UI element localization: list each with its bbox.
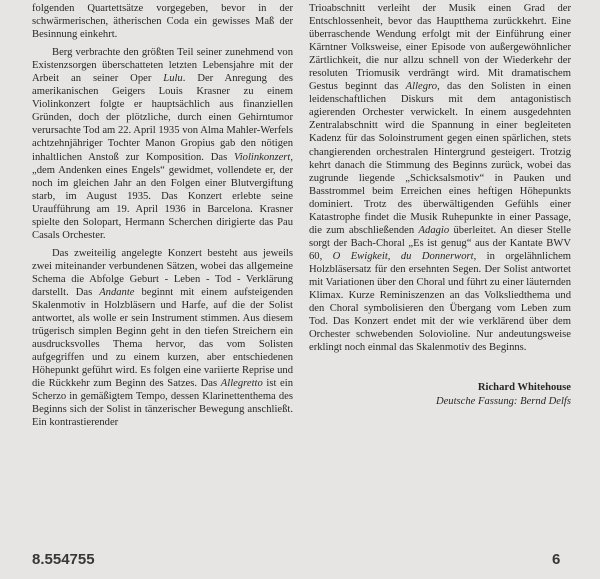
movement-allegro: Allegro: [405, 81, 438, 93]
paragraph-quartet-coda: [32, 2, 293, 41]
paragraph-berg-lulu: [32, 46, 293, 242]
translation-credit: Deutsche Fassung: Bernd Delfs: [435, 396, 571, 407]
text-run: Berg verbrachte den größten Teil seiner zunehmend von Existenzsorgen überschatteten letzten Lebensjahre mit der Arbeit an seiner Oper: [32, 47, 293, 85]
text-run: , in orgelähnlichem Holzbläsersatz für den ersehnten Segen. Der Solist antwortet mit Variationen über den Choral und führt zu einer läuternden Klimax. Kurze Reminiszenzen an das Volksliedthema und den Choral symbolisieren den Übergang vom Leben zum Tod. Das Konzert endet mit der wie verklärend über dem Orchester schwebenden Solovioline. Nur andeutungsweise erklingt noch einmal das Skalenmotiv des Beginns.: [309, 250, 572, 354]
paragraph-allegro-adagio: [309, 2, 571, 354]
movement-allegretto: Allegretto: [220, 378, 263, 390]
text-run: , das den Solisten in einen leidenschaftlichen Diskurs mit dem antagonistisch agierenden Orchester verwickelt. In einem ausgedehnten Zentralabschnitt wird die Spannung in einer begleiteten Kadenz für das Soloinstrument gegen einen spärlichen, stets changierenden orchestralen Hintergrund gesteigert. Trotzig kehrt danach die Stimmung des Beginns zurück, wobei das zugrunde liegende „Schicksalsmotiv“ in Pauken und Basstrommel beim Erreichen eines heftigen Höhepunkts dominiert. Trotz des überwältigenden Gefühls einer Katastrophe findet die Musik Ruhepunkte in einer Passage, die zum abschließenden: [309, 81, 571, 236]
catalog-number: 8.554755: [32, 551, 95, 568]
text-run: folgenden Quartettsätze vorgegeben, bevor in der schwärmerischen, ätherischen Coda ein gewisses Maß der Besinnung einkehrt.: [32, 3, 293, 41]
paragraph-concerto-structure: [32, 247, 293, 430]
opera-title: Lulu: [163, 73, 183, 85]
movement-andante: Andante: [99, 286, 135, 298]
text-run: , „dem Andenken eines Engels“ gewidmet, vollendete er, der noch im gleichen Jahr an den Folgen einer Blutvergiftung starb, im August 1935. Das Konzert erlebte seine Uraufführung am 19. April 1936 in Barcelona. Krasner spielte den Solopart, Hermann Scherchen dirigierte das Pau Casals Orchester.: [32, 151, 293, 241]
work-title: Violinkonzert: [234, 151, 291, 163]
page-number: 6: [552, 551, 561, 568]
text-run: beginnt mit einem aufsteigenden Skalenmotiv in Holzbläsern und Harfe, auf die der Solist antwortet, als wolle er sein Instrument stimmen. Aus diesem trügerisch simplen Beginn geht in den tiefen Streichern ein ausdrucksvolles Thema hervor, das vom Solisten aufgegriffen und zu einem kurzen, aber entschiedenen Höhepunkt geführt wird. Es folgen eine variierte Reprise und die Rückkehr zum Beginn des Satzes. Das: [32, 286, 293, 390]
cantata-title: O Ewigkeit, du Donnerwort: [332, 250, 474, 262]
text-run: . Der Anregung des amerikanischen Geigers Louis Krasner zu einem Violinkonzert folgte er hauptsächlich aus finanziellen Gründen, doch der plötzliche, durch einen Gehirntumor verursachte Tod am 22. April 1935 von Alma Mahler-Werfels achtzehnjähriger Tochter Manon Gropius gab den nötigen inhaltlichen Anstoß zur Komposition. Das: [32, 73, 293, 163]
text-run: überleitet. An dieser Stelle sorgt der Bach-Choral „Es ist genug“ aus der Kantate BWV 60,: [309, 224, 571, 262]
text-run: Trioabschnitt verleiht der Musik einen Grad der Entschlossenheit, bevor das Hauptthema zurückkehrt. Eine überraschende Wendung erfolgt mit der Einführung einer Kärntner Volksweise, einer Episode von außergewöhnlicher Zärtlichkeit, die nur allzu schnell von der Wiederkehr der resoluten Triomusik verdrängt wird. Mit dramatischem Gestus beginnt das: [309, 3, 571, 93]
signature-block: [309, 381, 571, 409]
left-text-column: [32, 2, 293, 430]
text-run: ist ein Scherzo in gemäßigtem Tempo, dessen Klarinettenthema des Beginns sich der Solist in tänzerischer Bewegung anschließt. Ein kontrastierender: [32, 378, 294, 429]
text-run: Das zweiteilig angelegte Konzert besteht aus jeweils zwei miteinander verbundenen Sätzen, wobei das allgemeine Schema die Abfolge Geburt - Leben - Tod - Verklärung darstellt. Das: [32, 247, 293, 298]
right-text-column: [309, 2, 571, 354]
author-name: Richard Whitehouse: [477, 382, 571, 393]
movement-adagio: Adagio: [418, 224, 450, 236]
